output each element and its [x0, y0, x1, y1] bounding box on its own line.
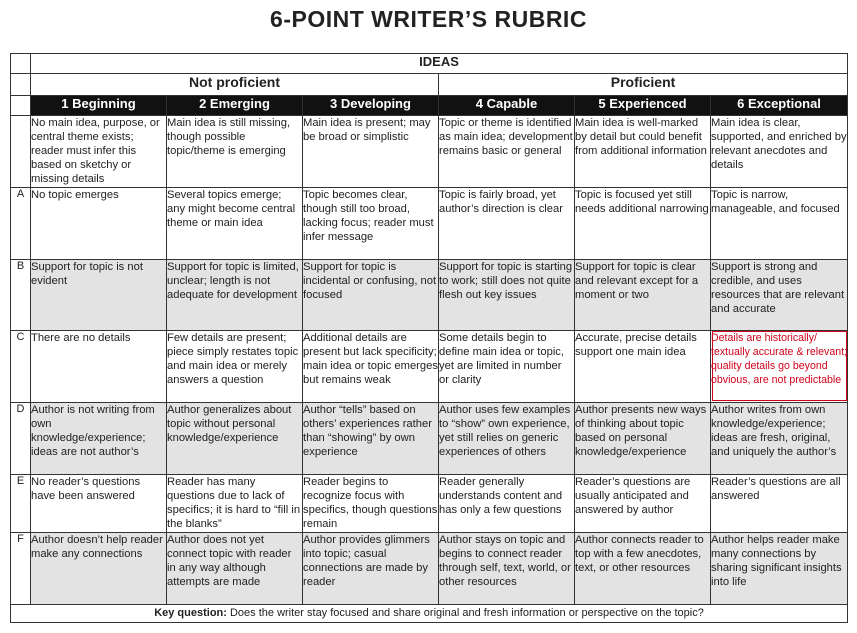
rubric-cell: Main idea is present; may be broad or simplistic — [303, 115, 439, 187]
rubric-cell: Topic is fairly broad, yet author’s direction is clear — [439, 187, 575, 259]
rubric-cell: Topic or theme is identified as main idea; development remains basic or general — [439, 115, 575, 187]
rubric-cell: No main idea, purpose, or central theme exists; reader must infer this based on sketchy or missing details — [31, 115, 167, 187]
rubric-cell: Support for topic is limited, unclear; length is not adequate for development — [167, 259, 303, 330]
row-label: A — [11, 187, 31, 259]
rubric-cell: Topic becomes clear, though still too broad, lacking focus; reader must infer message — [303, 187, 439, 259]
rubric-cell: Reader has many questions due to lack of specifics; it is hard to “fill in the blanks” — [167, 474, 303, 532]
rubric-cell: Topic is narrow, manageable, and focused — [711, 187, 848, 259]
rubric-row — [11, 402, 848, 474]
rubric-cell: Support for topic is starting to work; still does not quite flesh out key issues — [439, 259, 575, 330]
group-not-proficient: Not proficient — [31, 74, 439, 95]
rubric-cell: Reader’s questions are all answered — [711, 474, 848, 532]
rubric-cell: Additional details are present but lack specificity; main idea or topic emerges but remains weak — [303, 330, 439, 402]
group-proficient: Proficient — [439, 74, 848, 95]
rubric-cell: Author “tells” based on others’ experiences rather than “showing” by own experience — [303, 402, 439, 474]
rubric-cell: Reader’s questions are usually anticipated and answered by author — [575, 474, 711, 532]
rubric-cell: There are no details — [31, 330, 167, 402]
level-header: 3 Developing — [303, 95, 439, 115]
rubric-cell: No reader’s questions have been answered — [31, 474, 167, 532]
row-label — [11, 115, 31, 187]
rubric-cell: Reader begins to recognize focus with specifics, though questions remain — [303, 474, 439, 532]
rubric-cell: Reader generally understands content and has only a few questions — [439, 474, 575, 532]
level-header: 5 Experienced — [575, 95, 711, 115]
rubric-cell: Support is strong and credible, and uses resources that are relevant and accurate — [711, 259, 848, 330]
row-label: E — [11, 474, 31, 532]
rubric-cell: Topic is focused yet still needs additional narrowing — [575, 187, 711, 259]
key-question — [11, 604, 848, 622]
rubric-cell: Author does not yet connect topic with reader in any way although attempts are made — [167, 532, 303, 604]
level-header: 1 Beginning — [31, 95, 167, 115]
rubric-cell: Author doesn’t help reader make any connections — [31, 532, 167, 604]
group-spacer — [11, 74, 31, 95]
rubric-row — [11, 532, 848, 604]
rubric-table — [10, 53, 848, 623]
level-spacer — [11, 95, 31, 115]
level-header: 6 Exceptional — [711, 95, 848, 115]
corner-cell — [11, 54, 31, 74]
rubric-cell: Author stays on topic and begins to connect reader through self, text, world, or other resources — [439, 532, 575, 604]
level-header: 2 Emerging — [167, 95, 303, 115]
rubric-cell: Few details are present; piece simply restates topic and main idea or merely answers a question — [167, 330, 303, 402]
rubric-cell: Support for topic is incidental or confusing, not focused — [303, 259, 439, 330]
level-header: 4 Capable — [439, 95, 575, 115]
rubric-row — [11, 474, 848, 532]
rubric-row — [11, 187, 848, 259]
rubric-row — [11, 259, 848, 330]
rubric-row — [11, 115, 848, 187]
rubric-cell: Author connects reader to top with a few anecdotes, text, or other resources — [575, 532, 711, 604]
rubric-row — [11, 330, 848, 402]
rubric-cell: Support for topic is not evident — [31, 259, 167, 330]
rubric-cell: Support for topic is clear and relevant except for a moment or two — [575, 259, 711, 330]
rubric-cell: Author writes from own knowledge/experience; ideas are fresh, original, and uniquely the author’s — [711, 402, 848, 474]
highlighted-rubric-cell: Details are historically/ textually accurate & relevant; quality details go beyond obvious, are not predictable — [711, 330, 848, 402]
rubric-cell: Main idea is well-marked by detail but could benefit from additional information — [575, 115, 711, 187]
rubric-cell: Author provides glimmers into topic; casual connections are made by reader — [303, 532, 439, 604]
rubric-cell: Author presents new ways of thinking about topic based on personal knowledge/experience — [575, 402, 711, 474]
rubric-cell: Several topics emerge; any might become central theme or main idea — [167, 187, 303, 259]
key-question-row — [11, 604, 848, 622]
rubric-cell: Author is not writing from own knowledge/experience; ideas are not author’s — [31, 402, 167, 474]
rubric-cell: No topic emerges — [31, 187, 167, 259]
rubric-cell: Accurate, precise details support one main idea — [575, 330, 711, 402]
row-label: F — [11, 532, 31, 604]
row-label: C — [11, 330, 31, 402]
key-question-text: Does the writer stay focused and share original and fresh information or perspective on the topic? — [229, 607, 704, 620]
rubric-cell: Author generalizes about topic without personal knowledge/experience — [167, 402, 303, 474]
rubric-cell: Main idea is clear, supported, and enriched by relevant anecdotes and details — [711, 115, 848, 187]
rubric-cell: Some details begin to define main idea or topic, yet are limited in number or clarity — [439, 330, 575, 402]
rubric-cell: Author uses few examples to “show” own experience, yet still relies on generic experiences of others — [439, 402, 575, 474]
page-title: 6-POINT WRITER’S RUBRIC — [270, 6, 587, 32]
row-label: D — [11, 402, 31, 474]
section-header: IDEAS — [31, 54, 848, 74]
row-label: B — [11, 259, 31, 330]
key-question-label: Key question: — [154, 607, 227, 620]
rubric-cell: Main idea is still missing, though possible topic/theme is emerging — [167, 115, 303, 187]
rubric-cell: Author helps reader make many connections by sharing significant insights into life — [711, 532, 848, 604]
